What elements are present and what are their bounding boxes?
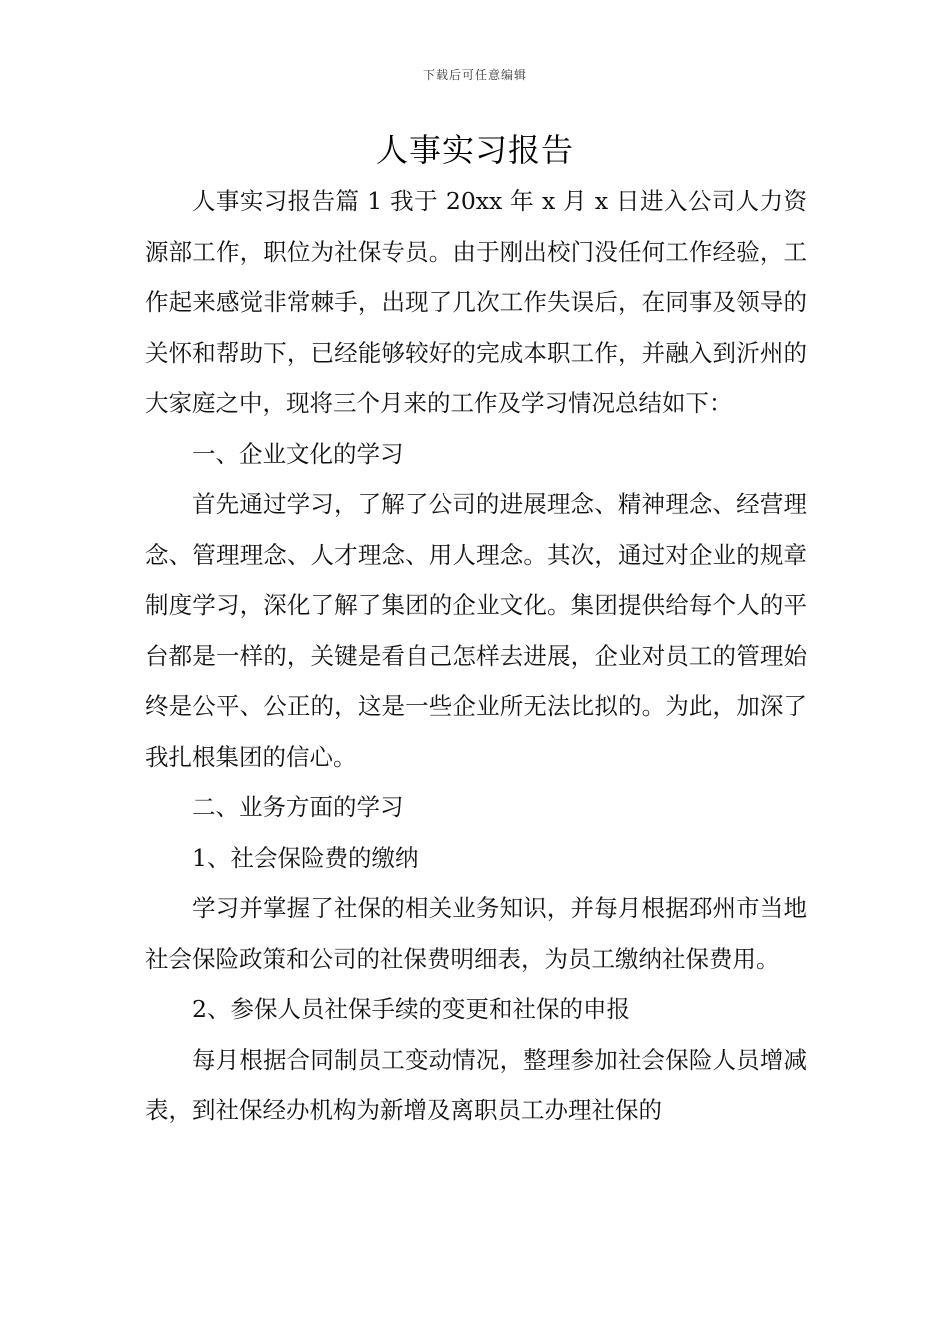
subheading-insurance-payment: 1、社会保险费的缴纳 — [192, 843, 419, 872]
paragraph-insurance-changes: 每月根据合同制员工变动情况，整理参加社会保险人员增减表，到社保经办机构为新增及离职员工办理社保的 — [145, 1045, 807, 1124]
paragraph-intro: 人事实习报告篇 1 我于 20xx 年 x 月 x 日进入公司人力资源部工作，职位为社保专员。由于刚出校门没任何工作经验，工作起来感觉非常棘手，出现了几次工作失误后，在同事及领导的关怀和帮助下，已经能够较好的完成本职工作，并融入到沂州的大家庭之中，现将三个月来的工作及学习情况总结如下： — [145, 187, 807, 417]
header-note: 下载后可任意编辑 — [422, 68, 527, 82]
paragraph-insurance-payment: 学习并掌握了社保的相关业务知识，并每月根据邳州市当地社会保险政策和公司的社保费明细表，为员工缴纳社保费用。 — [145, 894, 807, 973]
section-heading-business: 二、业务方面的学习 — [192, 793, 404, 821]
subheading-insurance-changes: 2、参保人员社保手续的变更和社保的申报 — [192, 995, 630, 1023]
document-title: 人事实习报告 — [375, 131, 574, 169]
document-body — [145, 176, 807, 1136]
paragraph-culture: 首先通过学习，了解了公司的进展理念、精神理念、经营理念、管理理念、人才理念、用人理念。其次，通过对企业的规章制度学习，深化了解了集团的企业文化。集团提供给每个人的平台都是一样的，关键是看自己怎样去进展，企业对员工的管理始终是公平、公正的，这是一些企业所无法比拟的。为此，加深了我扎根集团的信心。 — [145, 490, 807, 771]
section-heading-culture: 一、企业文化的学习 — [192, 439, 404, 468]
